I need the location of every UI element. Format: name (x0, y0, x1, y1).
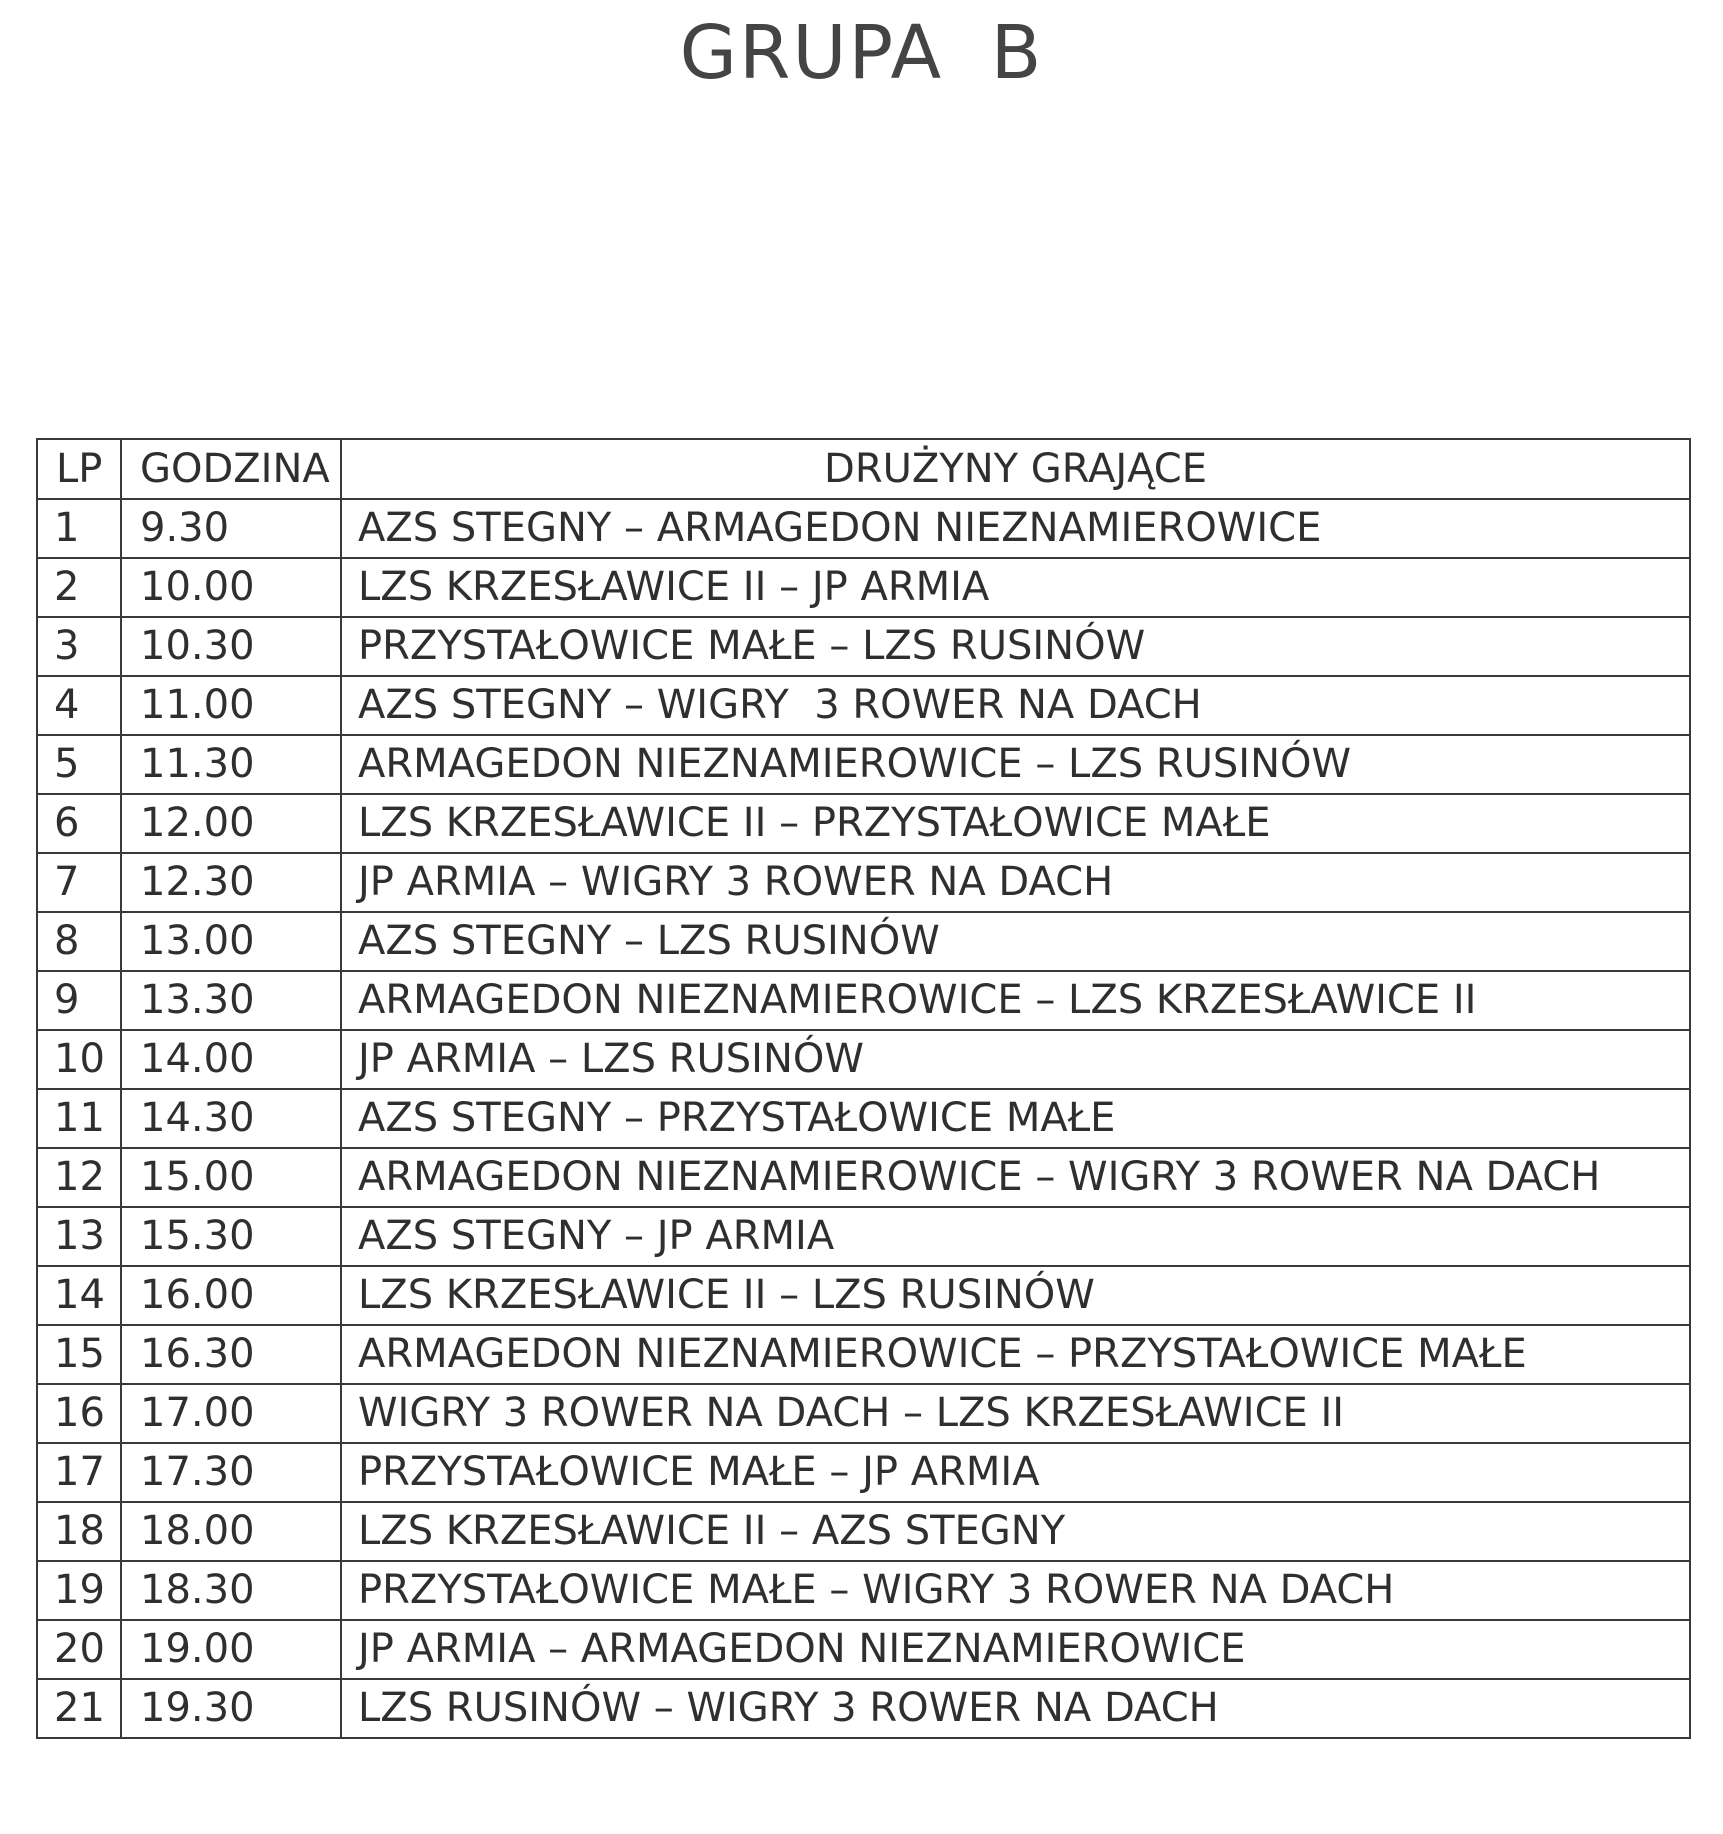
row-time: 10.30 (121, 617, 341, 676)
table-row (37, 1030, 1690, 1089)
row-match: LZS KRZESŁAWICE II – AZS STEGNY (341, 1502, 1690, 1561)
table-row (37, 1679, 1690, 1738)
row-match: LZS KRZESŁAWICE II – JP ARMIA (341, 558, 1690, 617)
row-time: 15.00 (121, 1148, 341, 1207)
row-match: ARMAGEDON NIEZNAMIEROWICE – WIGRY 3 ROWER NA DACH (341, 1148, 1690, 1207)
row-time: 11.30 (121, 735, 341, 794)
row-match: AZS STEGNY – WIGRY 3 ROWER NA DACH (341, 676, 1690, 735)
table-row (37, 1620, 1690, 1679)
row-lp: 10 (37, 1030, 121, 1089)
table-row (37, 971, 1690, 1030)
row-time: 9.30 (121, 499, 341, 558)
row-lp: 15 (37, 1325, 121, 1384)
table-row (37, 1207, 1690, 1266)
row-time: 18.00 (121, 1502, 341, 1561)
row-time: 10.00 (121, 558, 341, 617)
row-match: AZS STEGNY – JP ARMIA (341, 1207, 1690, 1266)
row-lp: 3 (37, 617, 121, 676)
row-lp: 17 (37, 1443, 121, 1502)
row-time: 12.30 (121, 853, 341, 912)
row-match: JP ARMIA – ARMAGEDON NIEZNAMIEROWICE (341, 1620, 1690, 1679)
row-lp: 2 (37, 558, 121, 617)
row-match: WIGRY 3 ROWER NA DACH – LZS KRZESŁAWICE II (341, 1384, 1690, 1443)
row-time: 17.00 (121, 1384, 341, 1443)
row-match: AZS STEGNY – PRZYSTAŁOWICE MAŁE (341, 1089, 1690, 1148)
row-lp: 20 (37, 1620, 121, 1679)
row-time: 12.00 (121, 794, 341, 853)
row-lp: 4 (37, 676, 121, 735)
table-row (37, 912, 1690, 971)
header-time: GODZINA (121, 439, 341, 499)
row-match: PRZYSTAŁOWICE MAŁE – WIGRY 3 ROWER NA DACH (341, 1561, 1690, 1620)
row-lp: 9 (37, 971, 121, 1030)
row-match: ARMAGEDON NIEZNAMIEROWICE – LZS KRZESŁAWICE II (341, 971, 1690, 1030)
row-time: 18.30 (121, 1561, 341, 1620)
table-row (37, 1266, 1690, 1325)
row-time: 19.00 (121, 1620, 341, 1679)
row-time: 13.30 (121, 971, 341, 1030)
row-lp: 19 (37, 1561, 121, 1620)
row-lp: 21 (37, 1679, 121, 1738)
row-match: JP ARMIA – LZS RUSINÓW (341, 1030, 1690, 1089)
row-time: 11.00 (121, 676, 341, 735)
table-row (37, 1443, 1690, 1502)
table-row (37, 676, 1690, 735)
row-match: AZS STEGNY – LZS RUSINÓW (341, 912, 1690, 971)
row-time: 14.30 (121, 1089, 341, 1148)
row-lp: 18 (37, 1502, 121, 1561)
row-time: 16.30 (121, 1325, 341, 1384)
row-lp: 12 (37, 1148, 121, 1207)
row-match: ARMAGEDON NIEZNAMIEROWICE – LZS RUSINÓW (341, 735, 1690, 794)
row-lp: 8 (37, 912, 121, 971)
row-match: ARMAGEDON NIEZNAMIEROWICE – PRZYSTAŁOWICE MAŁE (341, 1325, 1690, 1384)
row-match: LZS RUSINÓW – WIGRY 3 ROWER NA DACH (341, 1679, 1690, 1738)
header-teams: DRUŻYNY GRAJĄCE (341, 439, 1690, 499)
row-match: LZS KRZESŁAWICE II – PRZYSTAŁOWICE MAŁE (341, 794, 1690, 853)
row-lp: 13 (37, 1207, 121, 1266)
row-lp: 16 (37, 1384, 121, 1443)
table-row (37, 1384, 1690, 1443)
table-header-row (37, 439, 1690, 499)
table-row (37, 617, 1690, 676)
row-lp: 7 (37, 853, 121, 912)
row-time: 16.00 (121, 1266, 341, 1325)
table-row (37, 558, 1690, 617)
row-match: JP ARMIA – WIGRY 3 ROWER NA DACH (341, 853, 1690, 912)
table-row (37, 853, 1690, 912)
table-row (37, 1325, 1690, 1384)
row-lp: 14 (37, 1266, 121, 1325)
table-row (37, 735, 1690, 794)
row-time: 13.00 (121, 912, 341, 971)
row-lp: 11 (37, 1089, 121, 1148)
row-match: AZS STEGNY – ARMAGEDON NIEZNAMIEROWICE (341, 499, 1690, 558)
table-row (37, 1502, 1690, 1561)
table-row (37, 1561, 1690, 1620)
table-row (37, 1089, 1690, 1148)
table-row (37, 499, 1690, 558)
table-row (37, 794, 1690, 853)
row-match: PRZYSTAŁOWICE MAŁE – JP ARMIA (341, 1443, 1690, 1502)
table-row (37, 1148, 1690, 1207)
match-schedule-table (36, 438, 1691, 1739)
row-lp: 5 (37, 735, 121, 794)
row-time: 14.00 (121, 1030, 341, 1089)
row-lp: 1 (37, 499, 121, 558)
row-lp: 6 (37, 794, 121, 853)
page-title: GRUPA B (679, 10, 1044, 96)
row-time: 17.30 (121, 1443, 341, 1502)
row-time: 15.30 (121, 1207, 341, 1266)
table-body (37, 499, 1690, 1738)
row-time: 19.30 (121, 1679, 341, 1738)
row-match: PRZYSTAŁOWICE MAŁE – LZS RUSINÓW (341, 617, 1690, 676)
row-match: LZS KRZESŁAWICE II – LZS RUSINÓW (341, 1266, 1690, 1325)
header-lp: LP (37, 439, 121, 499)
